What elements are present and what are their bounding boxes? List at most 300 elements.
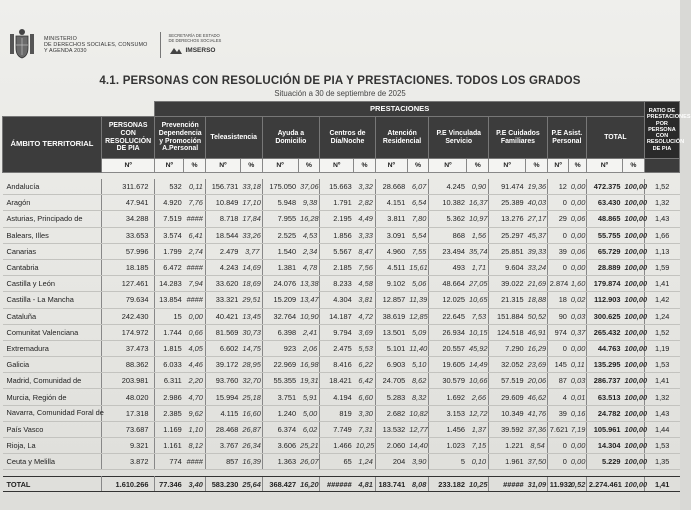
resid-pct-cell: 5,06 xyxy=(407,276,429,292)
prev-count-cell: 14.283 xyxy=(155,276,184,292)
header-logos xyxy=(8,24,248,66)
centros-pct-cell: 4,81 xyxy=(354,477,376,492)
tele-count-cell: 81.569 xyxy=(205,324,240,340)
prev-pct-cell: #### xyxy=(184,259,206,275)
total-pct-cell: 100,00 xyxy=(622,324,644,340)
tele-pct-cell: 28,95 xyxy=(240,357,262,373)
ratio-cell: 1,32 xyxy=(644,195,679,211)
asist-pct-cell: 0,06 xyxy=(569,243,587,259)
centros-count-cell: 14.187 xyxy=(320,308,354,324)
total-count-cell: 65.729 xyxy=(586,243,622,259)
total-pct-cell: 100,00 xyxy=(622,276,644,292)
total-count-cell: 105.961 xyxy=(586,421,622,437)
ayuda-count-cell: 15.209 xyxy=(262,292,298,308)
asist-pct-cell: 0,00 xyxy=(569,195,587,211)
total-count-cell: 63.513 xyxy=(586,389,622,405)
ayuda-pct-cell: 2,41 xyxy=(298,324,320,340)
tele-count-cell: 93.760 xyxy=(205,373,240,389)
personas-cell: 34.288 xyxy=(101,211,155,227)
ayuda-pct-cell: 16,98 xyxy=(298,357,320,373)
ayuda-count-cell: 3.751 xyxy=(262,389,298,405)
personas-cell: 242.430 xyxy=(101,308,155,324)
ratio-cell: 1,41 xyxy=(644,276,679,292)
centros-count-cell: ###### xyxy=(320,477,354,492)
total-pct-cell: 100,00 xyxy=(622,259,644,275)
tele-pct-cell: 29,51 xyxy=(240,292,262,308)
vinc-pct-cell: 10,65 xyxy=(467,292,489,308)
personas-cell: 1.610.266 xyxy=(101,477,155,492)
prev-count-cell: 15 xyxy=(155,308,184,324)
prev-pct-cell: 4,05 xyxy=(184,340,206,356)
ayuda-pct-cell: 16,28 xyxy=(298,211,320,227)
centros-pct-cell: 4,58 xyxy=(354,276,376,292)
tele-count-cell: 3.767 xyxy=(205,438,240,454)
total-pct-cell: 100,00 xyxy=(622,477,644,492)
prev-pct-cell: #### xyxy=(184,211,206,227)
ayuda-count-cell: 32.764 xyxy=(262,308,298,324)
cuid-count-cell: 39.592 xyxy=(489,421,526,437)
ratio-cell: 1,52 xyxy=(644,324,679,340)
cuid-pct-cell: 19,36 xyxy=(526,179,548,195)
asist-pct-cell: 0,02 xyxy=(569,292,587,308)
total-count-cell: 28.889 xyxy=(586,259,622,275)
vinc-count-cell: 4.245 xyxy=(429,179,467,195)
resid-count-cell: 183.741 xyxy=(375,477,407,492)
prev-pct-cell: #### xyxy=(184,292,206,308)
ministry-name: MINISTERIO DE DERECHOS SOCIALES, CONSUMO Y AGENDA 2030 xyxy=(44,35,148,55)
tele-pct-cell: 26,34 xyxy=(240,438,262,454)
cuid-count-cell: 7.290 xyxy=(489,340,526,356)
asist-pct-cell: 0,11 xyxy=(569,357,587,373)
prev-pct-cell: 8,12 xyxy=(184,438,206,454)
cuid-count-cell: 29.609 xyxy=(489,389,526,405)
resid-pct-cell: 6,07 xyxy=(407,179,429,195)
ayuda-pct-cell: 13,38 xyxy=(298,276,320,292)
tele-count-cell: 4.115 xyxy=(205,405,240,421)
resid-count-cell: 2.060 xyxy=(375,438,407,454)
total-count-cell: 48.865 xyxy=(586,211,622,227)
centros-pct-cell: 5,53 xyxy=(354,340,376,356)
ambito-cell: Navarra, Comunidad Foral de xyxy=(3,405,102,421)
cuid-pct-cell: 31,09 xyxy=(526,477,548,492)
tele-count-cell: 8.718 xyxy=(205,211,240,227)
ayuda-pct-cell: 6,02 xyxy=(298,421,320,437)
cuid-pct-cell: 45,37 xyxy=(526,227,548,243)
vinc-count-cell: 20.557 xyxy=(429,340,467,356)
pe-vinculada-header: P.E Vinculada Servicio xyxy=(429,117,489,159)
ayuda-count-cell: 3.606 xyxy=(262,438,298,454)
table-row xyxy=(3,259,680,275)
ambito-cell: Extremadura xyxy=(3,340,102,356)
cuid-count-cell: 13.276 xyxy=(489,211,526,227)
cuid-pct-cell: 37,50 xyxy=(526,454,548,470)
prev-pct-cell: 3,40 xyxy=(184,477,206,492)
tele-pct-cell: 13,45 xyxy=(240,308,262,324)
tele-pct-cell: 17,10 xyxy=(240,195,262,211)
total-count-cell: 135.295 xyxy=(586,357,622,373)
prev-pct-cell: 7,76 xyxy=(184,195,206,211)
total-pct-cell: 100,00 xyxy=(622,389,644,405)
tele-count-cell: 10.849 xyxy=(205,195,240,211)
cuid-count-cell: 39.022 xyxy=(489,276,526,292)
ayuda-count-cell: 22.969 xyxy=(262,357,298,373)
cuid-pct-cell: 46,91 xyxy=(526,324,548,340)
asist-pct-cell: 0,16 xyxy=(569,405,587,421)
cuid-pct-cell: 23,69 xyxy=(526,357,548,373)
asist-count-cell: 87 xyxy=(547,373,569,389)
prev-count-cell: 7.519 xyxy=(155,211,184,227)
atencion-residencial-header: Atención Residencial xyxy=(375,117,429,159)
ratio-cell: 1,32 xyxy=(644,389,679,405)
cuid-pct-cell: 33,24 xyxy=(526,259,548,275)
ambito-cell: Rioja, La xyxy=(3,438,102,454)
vinc-count-cell: 1.692 xyxy=(429,389,467,405)
total-row xyxy=(3,477,680,492)
resid-count-cell: 3.091 xyxy=(375,227,407,243)
tele-pct-cell: 25,64 xyxy=(240,477,262,492)
resid-pct-cell: 7,80 xyxy=(407,211,429,227)
vinc-pct-cell: 10,25 xyxy=(467,477,489,492)
vinc-pct-cell: 10,66 xyxy=(467,373,489,389)
resid-pct-cell: 5,10 xyxy=(407,357,429,373)
vinc-pct-cell: 10,97 xyxy=(467,211,489,227)
ratio-cell: 1,42 xyxy=(644,292,679,308)
ambito-cell: Cataluña xyxy=(3,308,102,324)
ratio-cell: 1,52 xyxy=(644,179,679,195)
prev-pct-cell: 4,70 xyxy=(184,389,206,405)
total-pct-cell: 100,00 xyxy=(622,292,644,308)
centros-count-cell: 1.791 xyxy=(320,195,354,211)
header-divider xyxy=(160,32,161,58)
asist-count-cell: 11.932 xyxy=(547,477,569,492)
ratio-cell: 1,44 xyxy=(644,421,679,437)
resid-count-cell: 9.102 xyxy=(375,276,407,292)
ayuda-pct-cell: 4,53 xyxy=(298,227,320,243)
prev-pct-cell: 1,10 xyxy=(184,421,206,437)
resid-count-cell: 12.857 xyxy=(375,292,407,308)
centros-pct-cell: 2,82 xyxy=(354,195,376,211)
table-row xyxy=(3,340,680,356)
table-row xyxy=(3,308,680,324)
ayuda-count-cell: 2.525 xyxy=(262,227,298,243)
ayuda-count-cell: 5.948 xyxy=(262,195,298,211)
resid-count-cell: 38.619 xyxy=(375,308,407,324)
tele-pct-cell: 30,73 xyxy=(240,324,262,340)
total-pct-cell: 100,00 xyxy=(622,438,644,454)
total-count-cell: 55.755 xyxy=(586,227,622,243)
centros-pct-cell: 3,81 xyxy=(354,292,376,308)
table-row xyxy=(3,179,680,195)
tele-pct-cell: 25,18 xyxy=(240,389,262,405)
vinc-pct-cell: 45,92 xyxy=(467,340,489,356)
tele-count-cell: 40.421 xyxy=(205,308,240,324)
centros-count-cell: 1.856 xyxy=(320,227,354,243)
tele-count-cell: 39.172 xyxy=(205,357,240,373)
prev-pct-cell: 9,62 xyxy=(184,405,206,421)
resid-pct-cell: 8,32 xyxy=(407,389,429,405)
cuid-count-cell: 1.961 xyxy=(489,454,526,470)
vinc-pct-cell: 7,53 xyxy=(467,308,489,324)
ratio-cell: 1,19 xyxy=(644,340,679,356)
resid-count-cell: 4.151 xyxy=(375,195,407,211)
resid-pct-cell: 3,90 xyxy=(407,454,429,470)
tele-count-cell: 18.544 xyxy=(205,227,240,243)
ratio-cell: 1,13 xyxy=(644,243,679,259)
prev-count-cell: 1.161 xyxy=(155,438,184,454)
vinc-count-cell: 26.934 xyxy=(429,324,467,340)
cuid-count-cell: 32.052 xyxy=(489,357,526,373)
total-count-cell: 24.782 xyxy=(586,405,622,421)
vinc-count-cell: 10.382 xyxy=(429,195,467,211)
ambito-cell: Canarias xyxy=(3,243,102,259)
asist-count-cell: 12 xyxy=(547,179,569,195)
ayuda-count-cell: 1.363 xyxy=(262,454,298,470)
resid-count-cell: 5.101 xyxy=(375,340,407,356)
asist-count-cell: 7.621 xyxy=(547,421,569,437)
vinc-pct-cell: 2,66 xyxy=(467,389,489,405)
resid-count-cell: 5.283 xyxy=(375,389,407,405)
vinc-pct-cell: 35,74 xyxy=(467,243,489,259)
asist-pct-cell: 0,03 xyxy=(569,308,587,324)
vinc-count-cell: 1.456 xyxy=(429,421,467,437)
resid-count-cell: 28.668 xyxy=(375,179,407,195)
cuid-count-cell: 124.518 xyxy=(489,324,526,340)
imserso-block xyxy=(169,34,229,56)
total-header: TOTAL xyxy=(586,117,644,159)
imserso-name: IMSERSO xyxy=(185,47,216,55)
tele-pct-cell: 3,77 xyxy=(240,243,262,259)
ambito-cell: Aragón xyxy=(3,195,102,211)
asist-count-cell: 29 xyxy=(547,211,569,227)
pe-cuidados-header: P.E Cuidados Familiares xyxy=(489,117,548,159)
resid-pct-cell: 6,54 xyxy=(407,195,429,211)
imserso-logo-icon xyxy=(169,46,183,56)
vinc-pct-cell: 10,15 xyxy=(467,324,489,340)
ambito-cell: Cantabria xyxy=(3,259,102,275)
vinc-count-cell: 22.645 xyxy=(429,308,467,324)
resid-pct-cell: 15,61 xyxy=(407,259,429,275)
resid-count-cell: 6.903 xyxy=(375,357,407,373)
prestaciones-group-header: PRESTACIONES xyxy=(155,102,644,117)
tele-pct-cell: 16,39 xyxy=(240,454,262,470)
personas-cell: 37.473 xyxy=(101,340,155,356)
tele-count-cell: 33.321 xyxy=(205,292,240,308)
asist-count-cell: 0 xyxy=(547,195,569,211)
vinc-count-cell: 30.579 xyxy=(429,373,467,389)
cuid-pct-cell: 41,76 xyxy=(526,405,548,421)
prev-pct-cell: 4,46 xyxy=(184,357,206,373)
data-table: PRESTACIONES RATIO DE PRESTACIONES POR PERSONA CON RESOLUCIÓN DE PIA ÁMBITO TERRITORIAL PERSONAS CON RESOLUCIÓN DE PIA Prevención Dependencia y Promoción A.Personal Teleasistencia Ayuda a Domicilio Centros de Día/Noche Atención Residencial P.E Vinculada Servicio P.E Cuidados Familiares P.E Asist. Personal TOTAL Nº Nº % Nº % Nº % Nº % Nº % Nº % Nº % Nº % Nº % Andalucía 311.672 532 0,11 156.731 33,18 175.050 37,06 15.663 3,32 28.668 6,07 4.245 0,90 91.474 19,36 12 0,00 472.375 100,00 1,52 Aragón 47.941 4.920 7,76 10.849 17,10 5.948 9,38 1.791 2,82 4.151 6,54 10.382 16,37 25.389 40,03 0 0,00 63.430 100,00 1,32 Asturias, Principado de 34.288 7.519 #### 8.718 17,84 7.955 16,28 2.195 4,49 3.811 7,80 5.362 10,97 13.276 27,17 29 0,06 48.865 100,00 1,43 Balears, Illes 33.653 3.574 6,41 18.544 33,26 2.525 4,53 1.856 3,33 3.091 5,54 868 1,56 25.297 45,37 0 0,00 55.755 100,00 1,66 Canarias 57.996 1.799 2,74 2.479 3,77 1.540 2,34 5.567 8,47 4.960 7,55 23.494 35,74 25.851 39,33 39 0,06 65.729 100,00 1,13 Cantabria 18.185 6.472 #### 4.243 14,69 1.381 4,78 2.185 7,56 4.511 15,61 493 1,71 9.604 33,24 0 0,00 28.889 100,00 1,59 Castilla y León 127.461 14.283 7,94 33.620 18,69 24.076 13,38 8.233 4,58 9.102 5,06 48.664 27,05 39.022 21,69 2.874 1,60 179.874 100,00 1,41 Castilla - La Mancha 79.634 13.854 #### 33.321 29,51 15.209 13,47 4.304 3,81 12.857 11,39 12.025 10,65 21.315 18,88 18 0,02 112.903 100,00 1,42 Cataluña 242.430 15 0,00 40.421 13,45 32.764 10,90 14.187 4,72 38.619 12,85 22.645 7,53 151.884 50,52 90 0,03 300.625 100,00 1,24 Comunitat Valenciana 174.972 1.744 0,66 81.569 30,73 6.398 2,41 9.794 3,69 13.501 5,09 26.934 10,15 124.518 46,91 974 0,37 265.432 100,00 1,52 Extremadura 37.473 1.815 4,05 6.602 14,75 923 2,06 2.475 5,53 5.101 11,40 20.557 45,92 7.290 16,29 0 0,00 44.763 100,00 1,19 Galicia 88.362 6.033 4,46 39.172 28,95 22.969 16,98 8.416 6,22 6.903 5,10 19.605 14,49 32.052 23,69 145 0,11 135.295 100,00 1,53 Madrid, Comunidad de 203.981 6.311 2,20 93.760 32,70 55.355 19,31 18.421 6,42 24.705 8,62 30.579 10,66 57.519 20,06 87 0,03 286.737 100,00 1,41 Murcia, Región de 48.020 2.986 4,70 15.994 25,18 3.751 5,91 4.194 6,60 5.283 8,32 1.692 2,66 29.609 46,62 4 0,01 63.513 100,00 1,32 Navarra, Comunidad Foral de 17.318 2.385 9,62 4.115 16,60 1.240 5,00 819 3,30 2.682 10,82 3.153 12,72 10.349 41,76 39 0,16 24.782 100,00 1,43 País Vasco 73.687 1.169 1,10 28.468 26,87 6.374 6,02 7.749 7,31 13.532 12,77 1.456 1,37 39.592 37,36 7.621 7,19 105.961 100,00 1,44 Rioja, La 9.321 1.161 8,12 3.767 26,34 3.606 25,21 1.466 10,25 2.060 14,40 1.023 7,15 1.221 8,54 0 0,00 14.304 100,00 1,53 Ceuta y Melilla 3.872 774 #### 857 16,39 1.363 26,07 65 1,24 204 3,90 5 0,10 1.961 37,50 0 0,00 5.229 100,00 1,35 TOTAL 1.610.266 77.346 3,40 583.230 25,64 368.427 16,20 ###### 4,81 183.741 8,08 233.182 10,25 ##### 31,09 11.932 0,52 2.274.461 100,00 1,41 xyxy=(2,101,680,492)
pe-asist-header: P.E Asist. Personal xyxy=(547,117,586,159)
vinc-pct-cell: 0,10 xyxy=(467,454,489,470)
ayuda-pct-cell: 5,91 xyxy=(298,389,320,405)
personas-cell: 311.672 xyxy=(101,179,155,195)
asist-count-cell: 39 xyxy=(547,243,569,259)
vinc-count-cell: 3.153 xyxy=(429,405,467,421)
asist-pct-cell: 0,00 xyxy=(569,438,587,454)
cuid-pct-cell: 8,54 xyxy=(526,438,548,454)
tele-count-cell: 28.468 xyxy=(205,421,240,437)
ambito-cell: País Vasco xyxy=(3,421,102,437)
ambito-cell: Castilla y León xyxy=(3,276,102,292)
asist-count-cell: 0 xyxy=(547,227,569,243)
total-pct-cell: 100,00 xyxy=(622,195,644,211)
vinc-count-cell: 868 xyxy=(429,227,467,243)
asist-count-cell: 18 xyxy=(547,292,569,308)
ayuda-count-cell: 55.355 xyxy=(262,373,298,389)
tele-count-cell: 2.479 xyxy=(205,243,240,259)
ayuda-count-cell: 1.240 xyxy=(262,405,298,421)
resid-pct-cell: 11,40 xyxy=(407,340,429,356)
tele-pct-cell: 33,26 xyxy=(240,227,262,243)
vinc-count-cell: 48.664 xyxy=(429,276,467,292)
table-row xyxy=(3,324,680,340)
personas-unit: Nº xyxy=(101,159,155,173)
resid-pct-cell: 11,39 xyxy=(407,292,429,308)
personas-cell: 174.972 xyxy=(101,324,155,340)
vinc-pct-cell: 12,72 xyxy=(467,405,489,421)
vinc-pct-cell: 27,05 xyxy=(467,276,489,292)
prev-pct-cell: 2,20 xyxy=(184,373,206,389)
centros-pct-cell: 6,22 xyxy=(354,357,376,373)
personas-cell: 17.318 xyxy=(101,405,155,421)
personas-cell: 203.981 xyxy=(101,373,155,389)
centros-count-cell: 15.663 xyxy=(320,179,354,195)
ayuda-pct-cell: 26,07 xyxy=(298,454,320,470)
ayuda-pct-cell: 10,90 xyxy=(298,308,320,324)
asist-count-cell: 90 xyxy=(547,308,569,324)
ambito-cell: Castilla - La Mancha xyxy=(3,292,102,308)
total-count-cell: 63.430 xyxy=(586,195,622,211)
secretaria-label: SECRETARÍA DE ESTADO DE DERECHOS SOCIALES xyxy=(168,33,222,43)
resid-pct-cell: 5,09 xyxy=(407,324,429,340)
centros-pct-cell: 3,33 xyxy=(354,227,376,243)
resid-pct-cell: 8,62 xyxy=(407,373,429,389)
cuid-count-cell: 91.474 xyxy=(489,179,526,195)
resid-count-cell: 13.532 xyxy=(375,421,407,437)
prev-count-cell: 532 xyxy=(155,179,184,195)
prev-count-cell: 1.744 xyxy=(155,324,184,340)
table-row xyxy=(3,454,680,470)
centros-count-cell: 65 xyxy=(320,454,354,470)
prevencion-header: Prevención Dependencia y Promoción A.Personal xyxy=(155,117,205,159)
prev-pct-cell: 7,94 xyxy=(184,276,206,292)
cuid-pct-cell: 39,33 xyxy=(526,243,548,259)
ambito-cell: Ceuta y Melilla xyxy=(3,454,102,470)
prev-count-cell: 3.574 xyxy=(155,227,184,243)
vinc-count-cell: 12.025 xyxy=(429,292,467,308)
asist-count-cell: 0 xyxy=(547,259,569,275)
prev-pct-cell: 0,00 xyxy=(184,308,206,324)
prev-count-cell: 2.986 xyxy=(155,389,184,405)
centros-count-cell: 4.194 xyxy=(320,389,354,405)
asist-count-cell: 2.874 xyxy=(547,276,569,292)
resid-pct-cell: 7,55 xyxy=(407,243,429,259)
total-count-cell: 179.874 xyxy=(586,276,622,292)
vinc-count-cell: 5.362 xyxy=(429,211,467,227)
data-table-wrapper xyxy=(2,101,691,492)
resid-pct-cell: 12,77 xyxy=(407,421,429,437)
prev-count-cell: 1.815 xyxy=(155,340,184,356)
total-count-cell: 44.763 xyxy=(586,340,622,356)
cuid-count-cell: 151.884 xyxy=(489,308,526,324)
tele-pct-cell: 17,84 xyxy=(240,211,262,227)
centros-count-cell: 5.567 xyxy=(320,243,354,259)
page-subtitle: Situación a 30 de septiembre de 2025 xyxy=(274,89,406,98)
tele-count-cell: 6.602 xyxy=(205,340,240,356)
prev-count-cell: 1.169 xyxy=(155,421,184,437)
ratio-cell: 1,53 xyxy=(644,438,679,454)
total-pct-cell: 100,00 xyxy=(622,405,644,421)
prev-pct-cell: 2,74 xyxy=(184,243,206,259)
ambito-cell: TOTAL xyxy=(3,477,102,492)
table-row xyxy=(3,211,680,227)
resid-count-cell: 3.811 xyxy=(375,211,407,227)
tele-pct-cell: 26,87 xyxy=(240,421,262,437)
ayuda-pct-cell: 19,31 xyxy=(298,373,320,389)
resid-count-cell: 2.682 xyxy=(375,405,407,421)
vinc-pct-cell: 14,49 xyxy=(467,357,489,373)
personas-cell: 48.020 xyxy=(101,389,155,405)
personas-header: PERSONAS CON RESOLUCIÓN DE PIA xyxy=(101,117,155,159)
personas-cell: 57.996 xyxy=(101,243,155,259)
cuid-pct-cell: 27,17 xyxy=(526,211,548,227)
tele-pct-cell: 33,18 xyxy=(240,179,262,195)
cuid-pct-cell: 18,88 xyxy=(526,292,548,308)
tele-pct-cell: 16,60 xyxy=(240,405,262,421)
centros-pct-cell: 7,31 xyxy=(354,421,376,437)
ambito-cell: Madrid, Comunidad de xyxy=(3,373,102,389)
ayuda-pct-cell: 37,06 xyxy=(298,179,320,195)
asist-count-cell: 39 xyxy=(547,405,569,421)
cuid-count-cell: 25.389 xyxy=(489,195,526,211)
total-pct-cell: 100,00 xyxy=(622,211,644,227)
total-pct-cell: 100,00 xyxy=(622,454,644,470)
personas-cell: 127.461 xyxy=(101,276,155,292)
total-count-cell: 14.304 xyxy=(586,438,622,454)
asist-pct-cell: 0,06 xyxy=(569,211,587,227)
table-row xyxy=(3,276,680,292)
resid-pct-cell: 5,54 xyxy=(407,227,429,243)
tele-count-cell: 33.620 xyxy=(205,276,240,292)
teleasistencia-header: Teleasistencia xyxy=(205,117,262,159)
cuid-count-cell: 57.519 xyxy=(489,373,526,389)
cuid-count-cell: 10.349 xyxy=(489,405,526,421)
table-row xyxy=(3,389,680,405)
cuid-pct-cell: 50,52 xyxy=(526,308,548,324)
cuid-count-cell: 25.297 xyxy=(489,227,526,243)
ayuda-pct-cell: 2,34 xyxy=(298,243,320,259)
resid-pct-cell: 14,40 xyxy=(407,438,429,454)
total-count-cell: 2.274.461 xyxy=(586,477,622,492)
table-row xyxy=(3,292,680,308)
cuid-pct-cell: 37,36 xyxy=(526,421,548,437)
vinc-pct-cell: 0,90 xyxy=(467,179,489,195)
prev-pct-cell: #### xyxy=(184,454,206,470)
cuid-count-cell: ##### xyxy=(489,477,526,492)
vinc-count-cell: 233.182 xyxy=(429,477,467,492)
cuid-count-cell: 25.851 xyxy=(489,243,526,259)
centros-count-cell: 8.233 xyxy=(320,276,354,292)
asist-pct-cell: 1,60 xyxy=(569,276,587,292)
asist-pct-cell: 0,52 xyxy=(569,477,587,492)
cuid-count-cell: 21.315 xyxy=(489,292,526,308)
prev-count-cell: 77.346 xyxy=(155,477,184,492)
centros-count-cell: 2.475 xyxy=(320,340,354,356)
total-pct-cell: 100,00 xyxy=(622,179,644,195)
personas-cell: 73.687 xyxy=(101,421,155,437)
ayuda-count-cell: 1.381 xyxy=(262,259,298,275)
